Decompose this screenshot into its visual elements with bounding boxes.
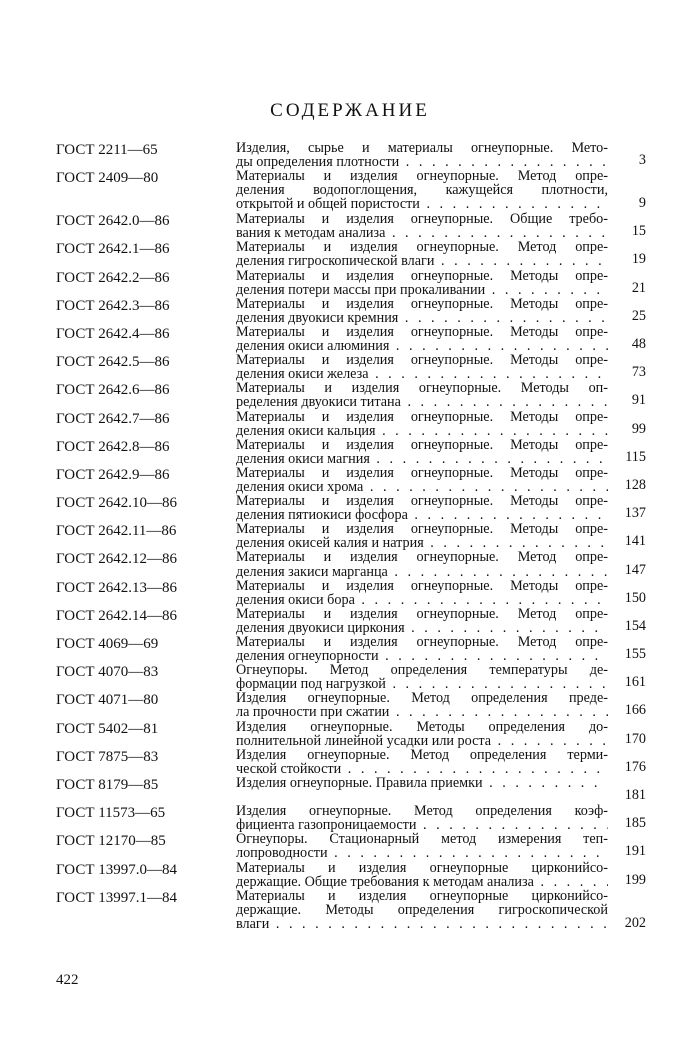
- toc-entry-description-line: [236, 339, 608, 353]
- dot-leader: [386, 677, 608, 691]
- toc-entry-code: ГОСТ 4071—80: [56, 692, 159, 709]
- toc-entry-page: 202: [624, 914, 646, 931]
- dot-leader: [369, 367, 608, 381]
- toc-entry-description-line: [236, 861, 608, 875]
- toc-entry-description-line: [236, 438, 608, 452]
- toc-entry-description: [236, 141, 608, 169]
- toc-entry: [56, 269, 646, 297]
- toc-entry-description: [236, 748, 608, 776]
- dot-leader: [534, 875, 608, 889]
- toc-entry: [56, 663, 646, 691]
- toc-entry-description-text: Материалы и изделия огнеупорные. Методы опре-: [236, 409, 608, 424]
- toc-entry: [56, 466, 646, 494]
- toc-entry-description-text: Материалы и изделия огнеупорные. Методы опре-: [236, 465, 608, 480]
- toc-entry-description-line: [236, 550, 608, 564]
- toc-entry-description-text: вания к методам анализа: [236, 226, 386, 241]
- toc-entry-code: ГОСТ 2642.13—86: [56, 579, 177, 596]
- toc-entry-description-line: [236, 621, 608, 635]
- toc-entry: [56, 748, 646, 776]
- toc-entry-description-text: Материалы и изделия огнеупорные. Метод опре-: [236, 240, 608, 255]
- toc-entry-description-line: [236, 579, 608, 593]
- toc-entry-description-line: [236, 818, 608, 832]
- toc-entry-description-text: деления окиси хрома: [236, 479, 364, 495]
- dot-leader: [388, 565, 608, 579]
- toc-entry-description-line: [236, 607, 608, 621]
- toc-entry-page: 166: [624, 702, 646, 719]
- toc-entry-description-text: Изделия огнеупорные. Правила приемки: [236, 775, 483, 791]
- toc-entry-description-text: деления потери массы при прокаливании: [236, 282, 486, 297]
- toc-entry-page: 150: [624, 589, 646, 606]
- dot-leader: [389, 339, 608, 353]
- toc-entry-code: ГОСТ 2642.2—86: [56, 269, 170, 286]
- toc-entry-description: [236, 522, 608, 550]
- toc-entry-description-text: деления пятиокиси фосфора: [236, 508, 408, 523]
- toc-entry: [56, 607, 646, 635]
- dot-leader: [420, 197, 608, 211]
- toc-entry-description-line: [236, 395, 608, 409]
- toc-entry: [56, 635, 646, 663]
- dot-leader: [341, 762, 608, 776]
- dot-leader: [408, 508, 608, 522]
- toc-entry-description: [236, 466, 608, 494]
- toc-entry-description-line: [236, 353, 608, 367]
- toc-entry-description-line: [236, 846, 608, 860]
- toc-entry-code: ГОСТ 13997.0—84: [56, 861, 177, 878]
- toc-entry-description-text: Материалы и изделия огнеупорные. Метод опре-: [236, 635, 608, 650]
- toc-entry-description: [236, 494, 608, 522]
- toc-entry-description-text: деления гигроскопической влаги: [236, 254, 435, 269]
- toc-entry-description: [236, 269, 608, 297]
- toc-entry-description-text: деления окиси железа: [236, 367, 369, 382]
- toc-entry-page: 128: [624, 476, 646, 493]
- page-number: 422: [56, 972, 79, 988]
- dot-leader: [483, 776, 608, 790]
- toc-entry-page: 73: [631, 364, 646, 381]
- dot-leader: [399, 155, 608, 169]
- dot-leader: [491, 734, 608, 748]
- toc-entry-description-text: Материалы и изделия огнеупорные. Методы опре-: [236, 324, 608, 340]
- toc-entry-page: 91: [631, 392, 646, 409]
- toc-entry-description-text: открытой и общей пористости: [236, 197, 420, 212]
- toc-entry-description-line: [236, 720, 608, 734]
- toc-entry-code: ГОСТ 5402—81: [56, 720, 159, 737]
- toc-entry-description-text: Материалы и изделия огнеупорные. Методы опре-: [236, 437, 608, 452]
- dot-leader: [385, 226, 608, 240]
- toc-entry-page: 181: [624, 787, 646, 804]
- toc-entry-description-text: Материалы и изделия огнеупорные. Методы опре-: [236, 353, 608, 368]
- toc-entry-description: [236, 720, 608, 748]
- toc-entry: [56, 776, 646, 804]
- toc-entry-description-line: [236, 297, 608, 311]
- toc-entry-description-line: [236, 875, 608, 889]
- toc-entry-code: ГОСТ 4069—69: [56, 636, 159, 652]
- toc-entry-description-line: [236, 832, 608, 846]
- toc-entry-code: ГОСТ 2642.9—86: [56, 466, 170, 483]
- toc-entry-description-line: [236, 903, 608, 917]
- toc-entry-description-line: [236, 494, 608, 508]
- toc-entry: [56, 297, 646, 325]
- toc-entry-description-line: [236, 593, 608, 607]
- toc-entry-description-text: держащие. Общие требования к методам анализа: [236, 874, 534, 889]
- toc-entry-description-text: Изделия огнеупорные. Методы определения до-: [236, 719, 608, 734]
- toc-entry-description: [236, 381, 608, 409]
- toc-entry-code: ГОСТ 2642.6—86: [56, 382, 170, 399]
- toc-entry-description-text: деления окисей калия и натрия: [236, 536, 424, 551]
- toc-entry: [56, 240, 646, 268]
- dot-leader: [405, 621, 608, 635]
- toc-entry-code: ГОСТ 2211—65: [56, 142, 158, 158]
- toc-entry-description: [236, 579, 608, 607]
- dot-leader: [355, 593, 608, 607]
- toc-entry-description-text: держащие. Методы определения гигроскопической: [236, 902, 608, 917]
- toc-entry-page: 115: [625, 448, 646, 465]
- toc-entry: [56, 353, 646, 381]
- toc-entry-description-line: [236, 367, 608, 381]
- toc-entry-description-text: ческой стойкости: [236, 761, 342, 776]
- toc-entry-code: ГОСТ 2642.1—86: [56, 241, 170, 258]
- toc-entry-description: [236, 861, 608, 889]
- toc-entry-description-text: формации под нагрузкой: [236, 677, 386, 692]
- toc-entry: [56, 410, 646, 438]
- toc-entry-description: [236, 353, 608, 381]
- toc-entry: [56, 550, 646, 578]
- dot-leader: [328, 846, 608, 860]
- toc-entry-page: 3: [638, 152, 646, 169]
- table-of-contents: [56, 141, 646, 932]
- toc-entry-description: [236, 776, 608, 790]
- toc-entry-description-text: Материалы и изделия огнеупорные. Методы опре-: [236, 578, 608, 593]
- toc-entry-description: [236, 663, 608, 691]
- toc-entry-description: [236, 691, 608, 719]
- toc-entry: [56, 691, 646, 719]
- toc-entry-description-text: Материалы и изделия огнеупорные. Метод опре-: [236, 606, 608, 621]
- toc-entry-description: [236, 325, 608, 353]
- toc-entry-description-text: Материалы и изделия огнеупорные цирконийсо-: [236, 860, 608, 875]
- toc-entry-description-line: [236, 212, 608, 226]
- toc-entry-code: ГОСТ 2642.11—86: [56, 523, 177, 540]
- toc-entry-code: ГОСТ 12170—85: [56, 833, 166, 850]
- toc-entry-page: 199: [624, 871, 646, 888]
- dot-leader: [376, 424, 608, 438]
- toc-entry-description-line: [236, 452, 608, 466]
- toc-entry-description-line: [236, 480, 608, 494]
- toc-entry-description-text: Изделия огнеупорные. Метод определения коэф-: [236, 804, 608, 819]
- toc-entry-description-line: [236, 381, 608, 395]
- toc-entry-description-text: Материалы и изделия огнеупорные. Методы опре-: [236, 296, 608, 311]
- toc-entry-page: 99: [631, 420, 646, 437]
- toc-entry-description-line: [236, 466, 608, 480]
- toc-entry: [56, 494, 646, 522]
- toc-entry-description-text: Материалы и изделия огнеупорные. Общие требо-: [236, 212, 608, 227]
- toc-entry-description-line: [236, 183, 608, 197]
- toc-entry-code: ГОСТ 2409—80: [56, 170, 159, 187]
- toc-entry-code: ГОСТ 8179—85: [56, 776, 159, 793]
- toc-entry-description: [236, 889, 608, 931]
- toc-entry-page: 141: [624, 533, 646, 550]
- toc-entry-description-line: [236, 536, 608, 550]
- toc-entry-description-line: [236, 283, 608, 297]
- toc-entry-page: 19: [631, 251, 646, 268]
- toc-entry-page: 21: [631, 279, 646, 296]
- toc-entry-description-line: [236, 677, 608, 691]
- dot-leader: [424, 536, 608, 550]
- toc-entry-description-text: Материалы и изделия огнеупорные цирконийсо-: [236, 888, 608, 903]
- toc-entry-description-text: Материалы и изделия огнеупорные. Методы опре-: [236, 268, 608, 283]
- toc-entry-description-line: [236, 649, 608, 663]
- toc-entry-description-text: ределения двуокиси титана: [236, 395, 401, 410]
- toc-entry-page: 25: [631, 307, 646, 324]
- toc-entry-description-text: Материалы и изделия огнеупорные. Методы опре-: [236, 494, 608, 509]
- toc-entry-page: 185: [624, 815, 646, 832]
- toc-entry-page: 161: [624, 674, 646, 691]
- toc-entry-code: ГОСТ 2642.4—86: [56, 325, 170, 342]
- toc-entry-page: 176: [624, 758, 646, 775]
- toc-entry-description-line: [236, 804, 608, 818]
- toc-entry-description-text: Материалы и изделия огнеупорные. Методы оп-: [236, 381, 608, 396]
- toc-entry-code: ГОСТ 2642.14—86: [56, 607, 177, 624]
- toc-entry-description-line: [236, 762, 608, 776]
- toc-entry-page: 191: [624, 843, 646, 860]
- toc-entry: [56, 381, 646, 409]
- toc-entry-description: [236, 240, 608, 268]
- toc-entry-description-text: деления двуокиси кремния: [236, 310, 399, 325]
- toc-entry-description-line: [236, 141, 608, 155]
- toc-entry-description-line: [236, 508, 608, 522]
- toc-entry-description-line: [236, 734, 608, 748]
- toc-entry-description-text: деления водопоглощения, кажущейся плотности,: [236, 183, 608, 198]
- toc-entry: [56, 438, 646, 466]
- toc-entry-description-line: [236, 169, 608, 183]
- toc-entry-description-text: Изделия, сырье и материалы огнеупорные. Мето-: [236, 141, 608, 156]
- dot-leader: [401, 395, 608, 409]
- toc-entry-description-line: [236, 522, 608, 536]
- toc-entry-description-text: ды определения плотности: [236, 155, 400, 170]
- toc-entry-description-line: [236, 269, 608, 283]
- toc-entry-description-line: [236, 691, 608, 705]
- toc-entry-code: ГОСТ 11573—65: [56, 805, 166, 822]
- toc-entry-code: ГОСТ 4070—83: [56, 664, 159, 681]
- toc-entry-description-text: Огнеупоры. Метод определения температуры де-: [236, 663, 608, 678]
- toc-entry: [56, 212, 646, 240]
- dot-leader: [416, 818, 608, 832]
- toc-entry-description-line: [236, 635, 608, 649]
- toc-entry-page: 137: [624, 505, 646, 522]
- toc-entry-description: [236, 438, 608, 466]
- toc-entry-description-line: [236, 155, 608, 169]
- toc-entry-description-text: деления огнеупорности: [236, 649, 379, 664]
- toc-entry-description-line: [236, 663, 608, 677]
- toc-entry: [56, 804, 646, 832]
- toc-entry: [56, 720, 646, 748]
- toc-entry-description-text: деления окиси магния: [236, 451, 370, 466]
- toc-entry-description-text: Материалы и изделия огнеупорные. Метод опре-: [236, 169, 608, 184]
- toc-entry: [56, 579, 646, 607]
- toc-entry: [56, 169, 646, 212]
- dot-leader: [485, 283, 608, 297]
- dot-leader: [389, 705, 608, 719]
- toc-entry-description: [236, 832, 608, 860]
- toc-entry-page: 147: [624, 561, 646, 578]
- toc-entry-code: ГОСТ 2642.12—86: [56, 551, 177, 568]
- toc-entry-description-line: [236, 226, 608, 240]
- toc-entry-description-line: [236, 748, 608, 762]
- dot-leader: [269, 917, 608, 931]
- toc-entry-description-line: [236, 889, 608, 903]
- toc-entry-description-line: [236, 410, 608, 424]
- toc-entry: [56, 522, 646, 550]
- dot-leader: [398, 311, 608, 325]
- toc-entry-description-line: [236, 240, 608, 254]
- toc-entry-description-line: [236, 325, 608, 339]
- toc-entry: [56, 889, 646, 932]
- toc-entry-description-text: Огнеупоры. Стационарный метод измерения теп-: [236, 832, 608, 847]
- toc-entry-page: 9: [638, 195, 646, 212]
- toc-entry-page: 155: [624, 646, 646, 663]
- toc-entry-description: [236, 169, 608, 211]
- toc-entry-page: 15: [631, 223, 646, 240]
- toc-entry-description: [236, 635, 608, 663]
- toc-entry-description-line: [236, 917, 608, 931]
- toc-entry-page: 48: [631, 336, 646, 353]
- toc-entry-code: ГОСТ 2642.5—86: [56, 354, 170, 371]
- toc-entry-description-text: деления закиси марганца: [236, 564, 388, 579]
- toc-entry: [56, 861, 646, 889]
- dot-leader: [434, 254, 608, 268]
- toc-entry-code: ГОСТ 13997.1—84: [56, 889, 177, 906]
- toc-entry-description: [236, 212, 608, 240]
- toc-entry-description-text: деления окиси алюминия: [236, 339, 390, 354]
- toc-entry-description-text: деления окиси бора: [236, 592, 355, 607]
- toc-entry-code: ГОСТ 2642.0—86: [56, 213, 170, 230]
- toc-entry: [56, 141, 646, 169]
- page-title: СОДЕРЖАНИЕ: [270, 100, 430, 121]
- toc-entry-code: ГОСТ 2642.3—86: [56, 297, 170, 314]
- toc-entry-code: ГОСТ 2642.10—86: [56, 495, 177, 512]
- toc-entry-description-text: Материалы и изделия огнеупорные. Метод опре-: [236, 550, 608, 565]
- toc-entry-description-text: Изделия огнеупорные. Метод определения терми-: [236, 747, 608, 762]
- dot-leader: [363, 480, 608, 494]
- toc-entry-description-line: [236, 311, 608, 325]
- toc-entry-description-line: [236, 254, 608, 268]
- toc-entry-description-text: фициента газопроницаемости: [236, 818, 417, 833]
- toc-entry-description-line: [236, 776, 608, 790]
- toc-entry-code: ГОСТ 7875—83: [56, 748, 159, 765]
- dot-leader: [379, 649, 608, 663]
- toc-entry-code: ГОСТ 2642.8—86: [56, 438, 170, 455]
- toc-entry-description: [236, 550, 608, 578]
- toc-entry-description-line: [236, 705, 608, 719]
- dot-leader: [370, 452, 608, 466]
- toc-entry-description-text: деления двуокиси циркония: [236, 620, 405, 635]
- toc-entry-description: [236, 297, 608, 325]
- toc-entry-description-text: влаги: [236, 916, 270, 931]
- toc-entry-description-text: лопроводности: [236, 846, 328, 861]
- toc-entry-description-text: деления окиси кальция: [236, 423, 376, 438]
- toc-entry-description-text: полнительной линейной усадки или роста: [236, 733, 492, 748]
- toc-entry-description: [236, 607, 608, 635]
- toc-entry-description-line: [236, 197, 608, 211]
- toc-entry-description-line: [236, 424, 608, 438]
- toc-entry-description-text: Материалы и изделия огнеупорные. Методы опре-: [236, 522, 608, 537]
- toc-entry-description-text: Изделия огнеупорные. Метод определения преде-: [236, 691, 608, 706]
- toc-entry: [56, 325, 646, 353]
- toc-entry: [56, 832, 646, 860]
- toc-entry-description: [236, 804, 608, 832]
- toc-entry-description: [236, 410, 608, 438]
- toc-entry-code: ГОСТ 2642.7—86: [56, 410, 170, 427]
- toc-entry-page: 154: [624, 617, 646, 634]
- toc-entry-description-line: [236, 565, 608, 579]
- toc-entry-description-text: ла прочности при сжатии: [236, 705, 390, 720]
- toc-entry-page: 170: [624, 730, 646, 747]
